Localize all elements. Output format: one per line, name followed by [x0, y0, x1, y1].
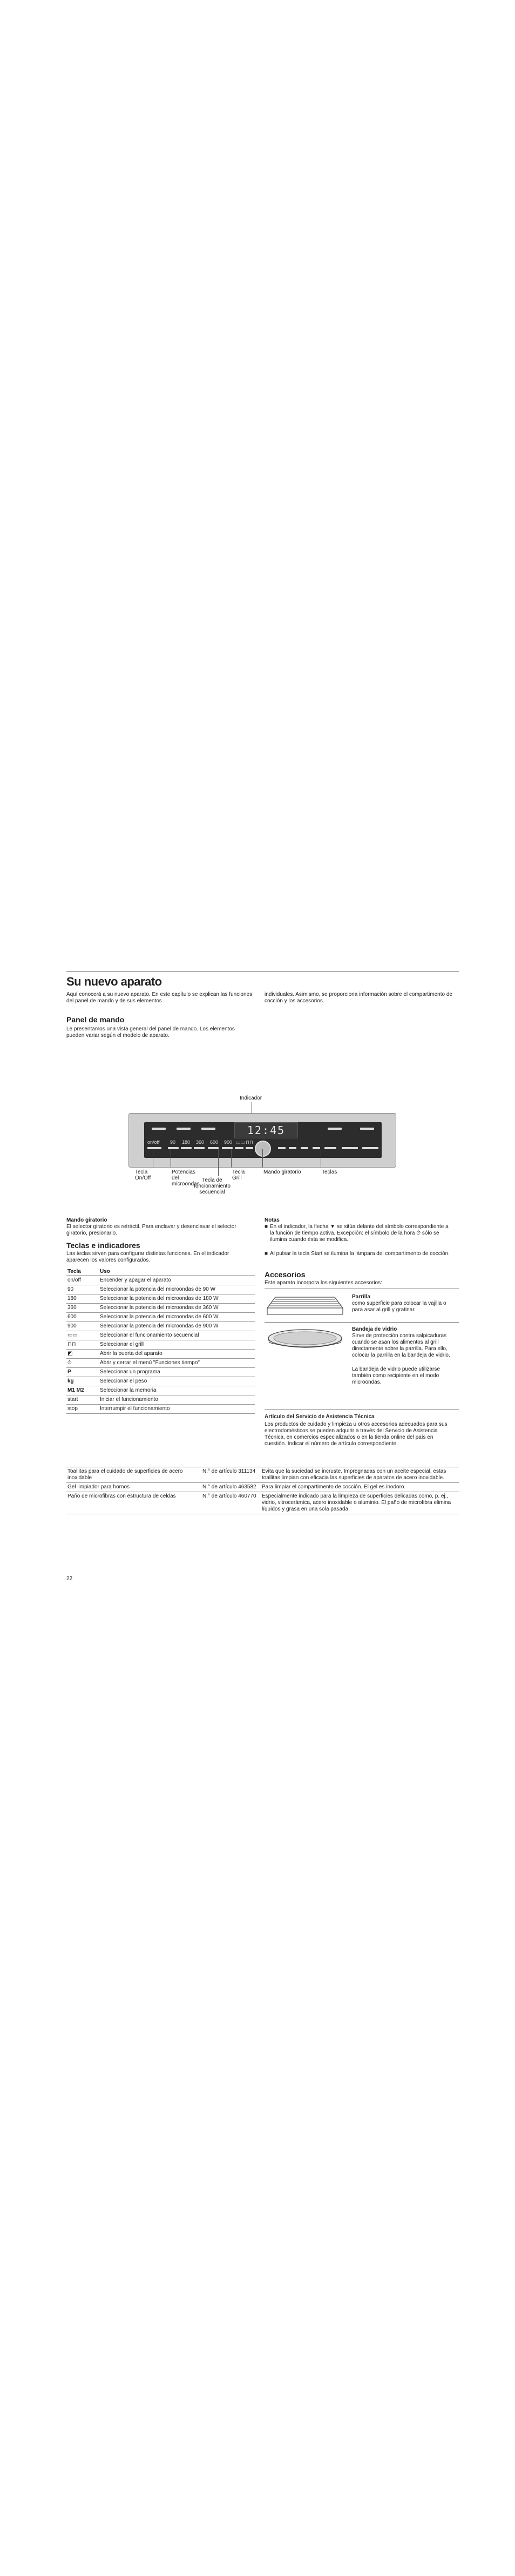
glass-tray-icon — [265, 1326, 345, 1353]
panel-label-90: 90 — [170, 1139, 176, 1145]
table-row — [66, 1386, 255, 1395]
acc-bandeja-extra: La bandeja de vidrio puede utilizarse también como recipiente en el modo microondas. — [352, 1366, 440, 1385]
panel-text: Le presentamos una vista general del panel de mando. Los elementos pueden variar según el modelo de aparato. — [66, 1026, 235, 1039]
articulo-heading: Artículo del Servicio de Asistencia Técnica — [265, 1414, 375, 1420]
item-number: N.° de artículo 463582 — [201, 1483, 261, 1492]
bullet-icon: ■ — [265, 1224, 268, 1230]
panel-label-900: 900 — [224, 1139, 233, 1145]
acc-bandeja-name: Bandeja de vidrio — [352, 1326, 397, 1332]
key-onoff[interactable] — [147, 1147, 161, 1149]
key-600[interactable] — [208, 1147, 219, 1149]
service-items-table — [66, 1467, 459, 1514]
table-row — [66, 1285, 255, 1294]
panel-mark-1 — [152, 1128, 166, 1130]
table-row — [66, 1483, 459, 1492]
key-door[interactable] — [278, 1147, 286, 1149]
callout-grill: Tecla Grill — [232, 1169, 245, 1181]
nota-2: Al pulsar la tecla Start se ilumina la lámpara del compartimento de cocción. — [270, 1251, 450, 1257]
row-key: start — [66, 1395, 99, 1405]
row-key: 900 — [66, 1322, 99, 1331]
row-key: P — [66, 1368, 99, 1377]
row-key: 180 — [66, 1294, 99, 1304]
item-name: Gel limpiador para hornos — [66, 1483, 201, 1492]
table-row — [66, 1304, 255, 1313]
page-title: Su nuevo aparato — [66, 975, 162, 988]
key-weight[interactable] — [313, 1147, 320, 1149]
notas-heading: Notas — [265, 1217, 280, 1223]
row-key: on/off — [66, 1276, 99, 1285]
callout-onoff: Tecla On/Off — [135, 1169, 151, 1181]
intro-right: individuales. Asimismo, se proporciona información sobre el compartimento de cocción y los accesorios. — [265, 992, 452, 1004]
row-use: Seleccionar el grill — [99, 1340, 255, 1350]
row-key: stop — [66, 1405, 99, 1414]
item-number: N.° de artículo 311134 — [201, 1467, 261, 1483]
panel-mark-5 — [360, 1128, 374, 1130]
row-key: ◩ — [66, 1350, 99, 1359]
col-tecla: Tecla — [66, 1267, 99, 1276]
item-number: N.° de artículo 460770 — [201, 1492, 261, 1514]
callout-potencias: Potencias del microondas — [172, 1169, 200, 1187]
table-row — [66, 1492, 459, 1514]
row-key: 360 — [66, 1304, 99, 1313]
item-desc: Especialmente indicado para la limpieza de superficies delicadas como, p. ej., vidrio, vitrocerámica, acero inoxidable o aluminio. El paño de microfibra elimina líquidos y grasa en una sola pasada. — [261, 1492, 459, 1514]
row-key: ▭▭ — [66, 1331, 99, 1340]
row-key: kg — [66, 1377, 99, 1386]
table-row — [66, 1322, 255, 1331]
row-use: Interrumpir el funcionamiento — [99, 1405, 255, 1414]
col-uso: Uso — [99, 1267, 255, 1276]
keys-table — [66, 1267, 255, 1414]
row-use: Seleccionar la potencia del microondas de 900 W — [99, 1322, 255, 1331]
table-row — [66, 1395, 255, 1405]
acc-rule — [265, 1322, 459, 1323]
accesorios-text: Este aparato incorpora los siguientes accesorios: — [265, 1280, 382, 1286]
mando-text: El selector giratorio es retráctil. Para enclavar y desenclavar el selector giratorio, presionarlo. — [66, 1224, 236, 1236]
row-key: ⏱ — [66, 1359, 99, 1368]
table-row — [66, 1350, 255, 1359]
table-row — [66, 1276, 255, 1285]
bullet-icon: ■ — [265, 1251, 268, 1257]
panel-face — [144, 1122, 382, 1158]
row-use: Abrir la puerta del aparato — [99, 1350, 255, 1359]
row-use: Seleccionar el peso — [99, 1377, 255, 1386]
callout-secuencial: Tecla de funcionamiento secuencial — [194, 1177, 231, 1195]
panel-mark-3 — [201, 1128, 215, 1130]
table-row — [66, 1313, 255, 1322]
row-key: 90 — [66, 1285, 99, 1294]
acc-parrilla-text: como superficie para colocar la vajilla o para asar al grill y gratinar. — [352, 1300, 446, 1313]
item-name: Paño de microfibras con estructura de celdas — [66, 1492, 201, 1514]
item-name: Toallitas para el cuidado de superficies de acero inoxidable — [66, 1467, 201, 1483]
callout-indicador: Indicador — [240, 1095, 262, 1101]
item-desc: Para limpiar el compartimento de cocción. El gel es inodoro. — [261, 1483, 459, 1492]
rotary-knob[interactable] — [255, 1141, 271, 1157]
acc-bandeja-text: Sirve de protección contra salpicaduras cuando se asan los alimentos al grill directamente sobre la parrilla. Para ello, colocar la parrilla en la bandeja de vidrio. — [352, 1333, 450, 1358]
table-row — [66, 1294, 255, 1304]
rack-icon — [265, 1292, 345, 1319]
row-use: Seleccionar la potencia del microondas de 360 W — [99, 1304, 255, 1313]
teclas-heading: Teclas e indicadores — [66, 1241, 140, 1250]
table-row — [66, 1467, 459, 1483]
teclas-text: Las teclas sirven para configurar distintas funciones. En el indicador aparecen los valores configurados. — [66, 1251, 229, 1263]
item-desc: Evita que la suciedad se incruste. Impregnadas con un aceite especial, estas toallitas limpian con eficacia las superficies de aparatos de acero inoxidable. — [261, 1467, 459, 1483]
display-clock: 12:45 — [247, 1124, 286, 1137]
row-use: Encender y apagar el aparato — [99, 1276, 255, 1285]
key-start[interactable] — [342, 1147, 358, 1149]
panel-label-180: 180 — [182, 1139, 191, 1145]
row-use: Seleccionar la potencia del microondas de 90 W — [99, 1285, 255, 1294]
row-use: Seleccionar la potencia del microondas de 600 W — [99, 1313, 255, 1322]
key-360[interactable] — [194, 1147, 205, 1149]
key-secuencial[interactable] — [235, 1147, 243, 1149]
panel-label-onoff: on/off — [147, 1139, 160, 1145]
leader-secuencial — [218, 1149, 219, 1176]
row-key: M1 M2 — [66, 1386, 99, 1395]
row-key: 600 — [66, 1313, 99, 1322]
callout-mando: Mando giratorio — [263, 1169, 301, 1175]
row-use: Seleccionar el funcionamiento secuencial — [99, 1331, 255, 1340]
key-timer[interactable] — [289, 1147, 296, 1149]
leader-mando — [262, 1149, 263, 1168]
display — [234, 1122, 298, 1138]
acc-parrilla-name: Parrilla — [352, 1294, 370, 1300]
nota-1: En el indicador, la flecha ▼ se sitúa delante del símbolo correspondiente a la función de tiempo activa. Excepción: el símbolo de la hora ⏱ sólo se ilumina cuando ésta se modifica. — [270, 1224, 449, 1243]
table-row — [66, 1368, 255, 1377]
accesorios-heading: Accesorios — [265, 1270, 306, 1279]
row-use: Iniciar el funcionamiento — [99, 1395, 255, 1405]
mando-heading: Mando giratorio — [66, 1217, 107, 1223]
panel-label-grill: ⊓⊓ — [246, 1139, 254, 1145]
callout-teclas: Teclas — [322, 1169, 337, 1175]
panel-label-600: 600 — [210, 1139, 219, 1145]
leader-grill — [231, 1149, 232, 1168]
table-row — [66, 1340, 255, 1350]
key-memory[interactable] — [324, 1147, 336, 1149]
top-rule — [66, 971, 459, 972]
table-row — [66, 1377, 255, 1386]
articulo-text: Los productos de cuidado y limpieza u otros accesorios adecuados para sus electrodomésticos se pueden adquirir a través del Servicio de Asistencia Técnica, en comercios especializados o en la tienda online del país en cuestión. Indicar el número de artículo correspondiente. — [265, 1421, 448, 1447]
panel-mark-4 — [328, 1128, 342, 1130]
panel-heading: Panel de mando — [66, 1015, 125, 1024]
key-90[interactable] — [168, 1147, 179, 1149]
panel-mark-2 — [177, 1128, 191, 1130]
table-row — [66, 1359, 255, 1368]
table-row — [66, 1331, 255, 1340]
table-row — [66, 1405, 255, 1414]
row-use: Seleccionar la memoria — [99, 1386, 255, 1395]
key-program[interactable] — [301, 1147, 308, 1149]
row-use: Abrir y cerrar el menú "Funciones tiempo" — [99, 1359, 255, 1368]
key-grill[interactable] — [246, 1147, 253, 1149]
panel-label-secuencial: ▭▭ — [236, 1139, 246, 1145]
intro-left: Aquí conocerá a su nuevo aparato. En este capítulo se explican las funciones del panel de mando y de sus elementos — [66, 992, 253, 1004]
key-180[interactable] — [181, 1147, 192, 1149]
row-use: Seleccionar un programa — [99, 1368, 255, 1377]
key-stop[interactable] — [362, 1147, 378, 1149]
row-key: ⊓⊓ — [66, 1340, 99, 1350]
page-number: 22 — [66, 1576, 73, 1582]
row-use: Seleccionar la potencia del microondas de 180 W — [99, 1294, 255, 1304]
panel-label-360: 360 — [196, 1139, 205, 1145]
